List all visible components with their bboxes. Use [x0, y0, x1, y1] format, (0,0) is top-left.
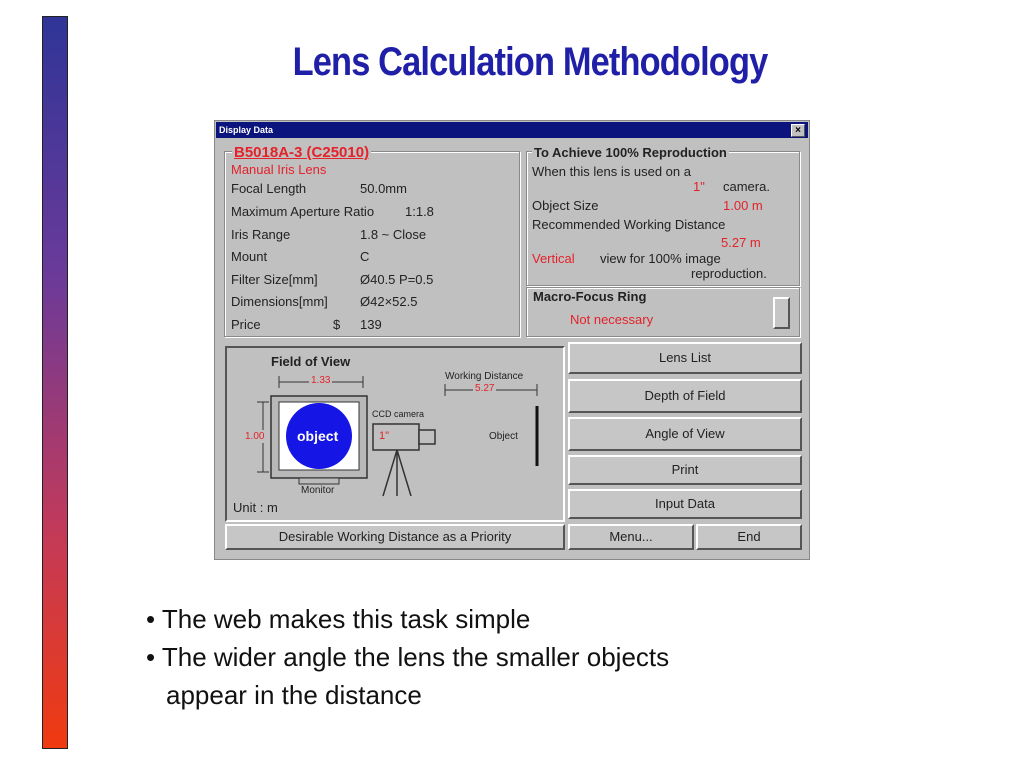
orientation-value: Vertical — [532, 251, 575, 266]
object-label: object — [297, 428, 339, 444]
view-text-1: view for 100% image — [600, 251, 721, 266]
camera-word: camera. — [723, 179, 770, 194]
fov-title: Field of View — [271, 354, 351, 369]
display-data-window — [214, 120, 810, 560]
window-title: Display Data — [219, 125, 274, 135]
camera-lens — [419, 430, 435, 444]
lens-type: Manual Iris Lens — [231, 162, 327, 177]
lens-info-group — [224, 151, 520, 337]
ccd-camera-label: CCD camera — [372, 409, 425, 419]
bullet-list — [146, 600, 669, 714]
end-button[interactable]: End — [696, 524, 802, 550]
fov-height-value: 1.00 — [245, 431, 265, 442]
reproduction-line1: When this lens is used on a — [532, 164, 691, 179]
spec-label: Maximum Aperture Ratio — [231, 204, 375, 219]
spec-value: 1:1.8 — [405, 204, 434, 219]
monitor-label: Monitor — [301, 485, 335, 496]
camera-size: 1" — [693, 179, 705, 194]
depth-of-field-button[interactable]: Depth of Field — [568, 379, 802, 413]
bullet-item: • The wider angle the lens the smaller objects — [146, 642, 670, 672]
working-distance-label: Recommended Working Distance — [532, 217, 726, 232]
close-icon[interactable]: × — [791, 124, 805, 137]
lens-list-button[interactable]: Lens List — [568, 342, 802, 374]
menu-button[interactable]: Menu... — [568, 524, 694, 550]
object-size-label: Object Size — [532, 198, 599, 213]
spec-value: 50.0mm — [360, 181, 407, 196]
spec-label: Price — [231, 317, 261, 332]
angle-of-view-button[interactable]: Angle of View — [568, 417, 802, 451]
object-text: Object — [489, 431, 518, 442]
accent-bar — [42, 16, 68, 749]
ccd-size-value: 1" — [379, 430, 390, 442]
slide-title: Lens Calculation Methodology — [292, 40, 768, 84]
spec-value: C — [360, 249, 370, 264]
working-distance-diagram-label: Working Distance — [445, 371, 524, 382]
window-titlebar[interactable] — [216, 122, 808, 138]
print-button[interactable]: Print — [568, 455, 802, 485]
spec-value: 1.8 ~ Close — [360, 227, 427, 242]
bullet-item: • The web makes this task simple — [146, 604, 531, 634]
spec-value: Ø40.5 P=0.5 — [360, 272, 434, 287]
fov-width-value: 1.33 — [311, 375, 331, 386]
working-distance-value: 5.27 m — [721, 235, 761, 250]
reproduction-heading: To Achieve 100% Reproduction — [534, 145, 727, 160]
macro-value: Not necessary — [570, 312, 654, 327]
spec-label: Dimensions[mm] — [231, 294, 328, 309]
tripod-leg — [383, 450, 397, 496]
bullet-item: appear in the distance — [166, 680, 422, 710]
spec-value: Ø42×52.5 — [360, 294, 418, 309]
working-distance-diagram-value: 5.27 — [475, 383, 495, 394]
view-text-2: reproduction. — [691, 266, 767, 281]
tripod-leg — [397, 450, 411, 496]
spec-label: Iris Range — [231, 227, 291, 242]
price-currency: $ — [333, 317, 341, 332]
priority-button[interactable]: Desirable Working Distance as a Priority — [225, 524, 565, 550]
macro-heading: Macro-Focus Ring — [533, 289, 647, 304]
object-size-value: 1.00 m — [723, 198, 763, 213]
macro-toggle-button[interactable] — [773, 297, 790, 329]
lens-model: B5018A-3 (C25010) — [234, 144, 370, 161]
input-data-button[interactable]: Input Data — [568, 489, 802, 519]
unit-label: Unit : m — [233, 500, 278, 515]
field-of-view-panel — [225, 346, 565, 522]
spec-value: 139 — [360, 317, 382, 332]
monitor-base — [299, 478, 339, 484]
spec-label: Mount — [231, 249, 268, 264]
spec-label: Filter Size[mm] — [231, 272, 318, 287]
spec-label: Focal Length — [231, 181, 307, 196]
